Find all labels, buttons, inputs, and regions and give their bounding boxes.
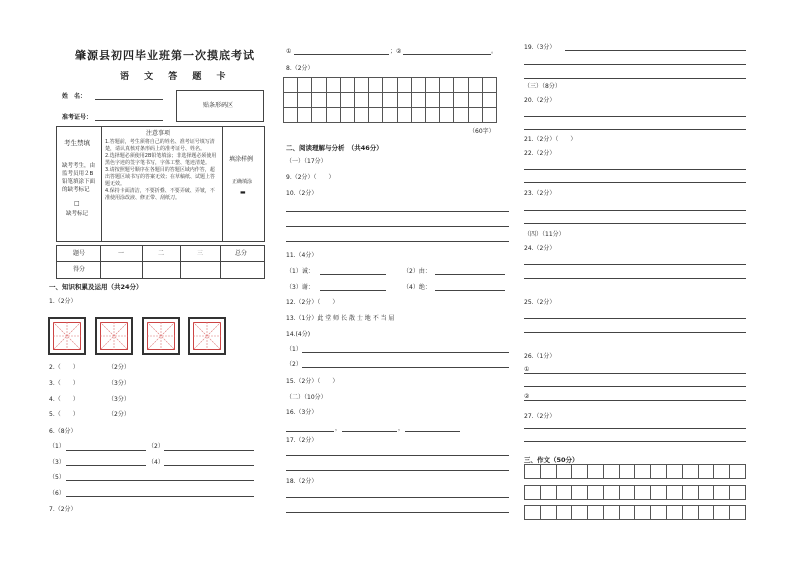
q19-line-3[interactable] bbox=[524, 78, 746, 79]
grid-cell[interactable] bbox=[454, 78, 468, 93]
part-4-label: （四）（11分） bbox=[524, 231, 565, 238]
grid-cell[interactable] bbox=[604, 465, 620, 479]
score-header-2: 二 bbox=[158, 250, 165, 257]
q5-label: 5.（ ） bbox=[49, 411, 79, 418]
q6-blank-2-label: （2） bbox=[148, 443, 164, 450]
q16-blank-2[interactable] bbox=[342, 431, 397, 432]
q1-label: 1.（2分） bbox=[49, 298, 77, 305]
grid-cell[interactable] bbox=[588, 465, 604, 479]
q7-blank-1-label: ① bbox=[286, 48, 292, 55]
q11-a3-blank[interactable] bbox=[320, 290, 386, 291]
q27-line-1[interactable] bbox=[524, 428, 746, 429]
grid-cell[interactable] bbox=[557, 506, 573, 520]
grid-cell[interactable] bbox=[730, 486, 746, 500]
grid-cell[interactable] bbox=[469, 93, 483, 108]
q17-label: 17.（2分） bbox=[286, 437, 318, 444]
absent-mark-label: 缺考标记 bbox=[66, 211, 89, 217]
q26-r2-label: ② bbox=[524, 393, 530, 400]
grid-cell[interactable] bbox=[525, 465, 541, 479]
exam-title: 肇源县初四毕业班第一次摸底考试 bbox=[75, 49, 255, 62]
q2-score: （2分） bbox=[108, 364, 130, 371]
q18-line-2[interactable] bbox=[286, 512, 509, 513]
notice-items: 1.答题前，考生须将自己的姓名、准考证号填写清楚，请认真核对条形码上的准考证号、姓名。 2.选择题必须使用2B铅笔填涂；非选择题必须使用黑色字迹的签字笔书写，字体工整、笔迹清楚。 3.请按照题号顺序在各题目的答题区域内作答，超出答题区域书写的答案无效；在草稿纸、试题上答题无效。 4.保持卡面清洁，不要折叠、不要弄破、弄皱，不准使用涂改液、修正带、刮纸刀。 bbox=[105, 139, 217, 201]
q14-s2-label: （2） bbox=[286, 361, 302, 368]
q20-label: 20.（2分） bbox=[524, 97, 556, 104]
q4-label: 4.（ ） bbox=[49, 396, 79, 403]
q8-writing-grid[interactable] bbox=[283, 77, 497, 123]
q8-label: 8.（2分） bbox=[286, 65, 314, 72]
part-1-label: （一）（17分） bbox=[286, 158, 327, 165]
q23-line-2[interactable] bbox=[524, 223, 746, 224]
q15-label: 15.（2分）（ ） bbox=[286, 378, 339, 385]
q6-blank-5[interactable] bbox=[66, 480, 254, 481]
q24-label: 24.（2分） bbox=[524, 245, 556, 252]
grid-cell[interactable] bbox=[667, 465, 683, 479]
section-1-title: 一、知识积累及运用（共24分） bbox=[49, 283, 143, 291]
grid-cell[interactable] bbox=[651, 465, 667, 479]
grid-cell[interactable] bbox=[426, 78, 440, 93]
grid-cell[interactable] bbox=[412, 108, 426, 123]
essay-grid-row-3[interactable] bbox=[524, 505, 746, 520]
score-row-label: 得分 bbox=[73, 266, 86, 273]
grid-cell[interactable] bbox=[426, 93, 440, 108]
q6-blank-4-label: （4） bbox=[148, 459, 164, 466]
q14-label: 14.(4分) bbox=[286, 331, 311, 338]
q7-blank-1[interactable] bbox=[294, 54, 389, 55]
q6-blank-3-label: （3） bbox=[49, 459, 65, 466]
grid-cell[interactable] bbox=[355, 78, 369, 93]
grid-cell[interactable] bbox=[635, 465, 651, 479]
grid-cell[interactable] bbox=[714, 465, 730, 479]
name-field[interactable] bbox=[95, 99, 163, 100]
essay-grid-row-1[interactable] bbox=[524, 464, 746, 479]
grid-cell[interactable] bbox=[667, 506, 683, 520]
q7-label: 7.（2分） bbox=[49, 506, 77, 513]
grid-cell[interactable] bbox=[699, 486, 715, 500]
q26-r1-label: ① bbox=[524, 366, 530, 373]
part-3-label: （三）（8分） bbox=[524, 83, 561, 90]
grid-cell[interactable] bbox=[327, 78, 341, 93]
q16-label: 16.（3分） bbox=[286, 409, 318, 416]
fill-example-label: 正确填涂 bbox=[232, 179, 253, 185]
q6-blank-6[interactable] bbox=[66, 496, 254, 497]
q6-label: 6.（8分） bbox=[49, 428, 77, 435]
q19-label: 19.（3分） bbox=[524, 44, 556, 51]
grid-cell[interactable] bbox=[369, 78, 383, 93]
exam-no-field[interactable] bbox=[95, 120, 163, 121]
notice-title: 注意事项 bbox=[146, 130, 171, 137]
q6-blank-3[interactable] bbox=[66, 465, 146, 466]
grid-cell[interactable] bbox=[284, 93, 298, 108]
name-label: 姓 名： bbox=[62, 93, 87, 100]
q13-label: 13.（1分）此 堂 师 长 散 士 地 不 当 屈 bbox=[286, 315, 395, 322]
q11-a4-blank[interactable] bbox=[435, 290, 505, 291]
grid-cell[interactable] bbox=[635, 486, 651, 500]
grid-cell[interactable] bbox=[440, 93, 454, 108]
q6-blank-4[interactable] bbox=[164, 465, 254, 466]
q25-label: 25.（2分） bbox=[524, 299, 556, 306]
q5-score: （2分） bbox=[108, 411, 130, 418]
q6-blank-1[interactable] bbox=[66, 450, 146, 451]
grid-cell[interactable] bbox=[635, 506, 651, 520]
grid-cell[interactable] bbox=[398, 78, 412, 93]
q3-score: （3分） bbox=[108, 380, 130, 387]
grid-cell[interactable] bbox=[383, 108, 397, 123]
grid-cell[interactable] bbox=[541, 506, 557, 520]
grid-cell[interactable] bbox=[651, 486, 667, 500]
char-box-2[interactable] bbox=[95, 317, 133, 355]
grid-cell[interactable] bbox=[298, 78, 312, 93]
grid-cell[interactable] bbox=[557, 486, 573, 500]
grid-cell[interactable] bbox=[454, 93, 468, 108]
q9-label: 9.（2分）（ ） bbox=[286, 174, 335, 181]
q23-label: 23.（2分） bbox=[524, 190, 556, 197]
grid-cell[interactable] bbox=[398, 93, 412, 108]
q27-label: 27.（2分） bbox=[524, 413, 556, 420]
grid-cell[interactable] bbox=[525, 506, 541, 520]
grid-cell[interactable] bbox=[412, 93, 426, 108]
q25-line-2[interactable] bbox=[524, 332, 746, 333]
q16-sep-1: ， bbox=[335, 425, 342, 432]
q11-label: 11.（4分） bbox=[286, 252, 318, 259]
grid-cell[interactable] bbox=[572, 486, 588, 500]
q26-line-3[interactable] bbox=[524, 400, 746, 401]
grid-cell[interactable] bbox=[469, 108, 483, 123]
grid-cell[interactable] bbox=[588, 506, 604, 520]
grid-cell[interactable] bbox=[398, 108, 412, 123]
grid-cell[interactable] bbox=[483, 93, 497, 108]
grid-cell[interactable] bbox=[588, 486, 604, 500]
char-box-4[interactable] bbox=[188, 317, 226, 355]
grid-cell[interactable] bbox=[525, 486, 541, 500]
grid-cell[interactable] bbox=[284, 108, 298, 123]
q16-sep-2: ， bbox=[398, 425, 405, 432]
grid-cell[interactable] bbox=[454, 108, 468, 123]
grid-cell[interactable] bbox=[355, 108, 369, 123]
score-header-3: 三 bbox=[197, 250, 204, 257]
grid-cell[interactable] bbox=[355, 93, 369, 108]
q2-label: 2.（ ） bbox=[49, 364, 79, 371]
q26-label: 26.（1分） bbox=[524, 353, 556, 360]
grid-cell[interactable] bbox=[440, 78, 454, 93]
q17-line-2[interactable] bbox=[286, 470, 509, 471]
q22-label: 22.（2分） bbox=[524, 150, 556, 157]
grid-cell[interactable] bbox=[341, 108, 355, 123]
grid-cell[interactable] bbox=[667, 486, 683, 500]
grid-cell[interactable] bbox=[440, 108, 454, 123]
q14-s1-line[interactable] bbox=[302, 352, 509, 353]
q11-a2-label: （2）由： bbox=[403, 268, 431, 275]
q3-label: 3.（ ） bbox=[49, 380, 79, 387]
q6-blank-1-label: （1） bbox=[49, 443, 65, 450]
exam-no-label: 准考证号： bbox=[62, 114, 93, 121]
grid-cell[interactable] bbox=[714, 506, 730, 520]
q11-a4-label: （4）绝： bbox=[403, 284, 431, 291]
q7-end: 。 bbox=[491, 48, 498, 55]
grid-cell[interactable] bbox=[714, 486, 730, 500]
q27-line-2[interactable] bbox=[524, 441, 746, 442]
notice-box bbox=[56, 126, 265, 242]
grid-cell[interactable] bbox=[327, 108, 341, 123]
section-3-title: 三、作文（50分） bbox=[524, 456, 579, 464]
grid-cell[interactable] bbox=[699, 465, 715, 479]
q20-line-2[interactable] bbox=[524, 129, 746, 130]
q16-blank-1[interactable] bbox=[286, 431, 334, 432]
q23-line-1[interactable] bbox=[524, 210, 746, 211]
grid-cell[interactable] bbox=[312, 78, 326, 93]
q21-label: 21.（2分）（ ） bbox=[524, 136, 577, 143]
grid-cell[interactable] bbox=[620, 465, 636, 479]
grid-cell[interactable] bbox=[298, 93, 312, 108]
q18-label: 18.（2分） bbox=[286, 478, 318, 485]
q11-a1-blank[interactable] bbox=[320, 274, 386, 275]
grid-cell[interactable] bbox=[541, 486, 557, 500]
grid-cell[interactable] bbox=[383, 93, 397, 108]
char-box-1[interactable] bbox=[48, 317, 86, 355]
grid-cell[interactable] bbox=[541, 465, 557, 479]
grid-cell[interactable] bbox=[412, 78, 426, 93]
char-box-3[interactable] bbox=[142, 317, 180, 355]
q19-line-1[interactable] bbox=[565, 50, 746, 51]
q24-line-1[interactable] bbox=[524, 264, 746, 265]
barcode-area bbox=[176, 90, 264, 122]
q10-line-3[interactable] bbox=[286, 241, 509, 242]
q20-line-1[interactable] bbox=[524, 116, 746, 117]
q18-line-1[interactable] bbox=[286, 497, 509, 498]
grid-cell[interactable] bbox=[426, 108, 440, 123]
score-header-no: 题号 bbox=[73, 250, 86, 257]
grid-cell[interactable] bbox=[341, 93, 355, 108]
q10-line-2[interactable] bbox=[286, 226, 509, 227]
grid-cell[interactable] bbox=[469, 78, 483, 93]
fill-example-title: 填涂样例 bbox=[229, 156, 254, 163]
grid-cell[interactable] bbox=[699, 506, 715, 520]
q6-blank-6-label: （6） bbox=[49, 490, 65, 497]
grid-cell[interactable] bbox=[572, 506, 588, 520]
q22-line-1[interactable] bbox=[524, 169, 746, 170]
grid-cell[interactable] bbox=[298, 108, 312, 123]
q11-a3-label: （3）谢： bbox=[286, 284, 314, 291]
q14-s2-line[interactable] bbox=[302, 367, 509, 368]
grid-cell[interactable] bbox=[341, 78, 355, 93]
score-header-total: 总分 bbox=[235, 250, 248, 257]
q12-label: 12.（2分）（ ） bbox=[286, 299, 339, 306]
q6-blank-2[interactable] bbox=[164, 450, 254, 451]
part-2-label: （二）（10分） bbox=[286, 394, 327, 401]
q24-line-2[interactable] bbox=[524, 278, 746, 279]
grid-cell[interactable] bbox=[327, 93, 341, 108]
q19-line-2[interactable] bbox=[524, 64, 746, 65]
score-table bbox=[56, 245, 265, 279]
grid-cell[interactable] bbox=[312, 108, 326, 123]
q22-line-2[interactable] bbox=[524, 182, 746, 183]
grid-cell[interactable] bbox=[604, 506, 620, 520]
q25-line-1[interactable] bbox=[524, 318, 746, 319]
grid-cell[interactable] bbox=[572, 465, 588, 479]
grid-cell[interactable] bbox=[557, 465, 573, 479]
card-subtitle: 语 文 答 题 卡 bbox=[120, 72, 232, 82]
grid-cell[interactable] bbox=[683, 506, 699, 520]
q10-label: 10.（2分） bbox=[286, 190, 318, 197]
q11-a1-label: （1）诚： bbox=[286, 268, 314, 275]
grid-cell[interactable] bbox=[683, 465, 699, 479]
absent-instruction: 缺考考生，由 监考员用２B 铅笔填涂下面 的缺考标记 bbox=[62, 163, 96, 193]
score-header-1: 一 bbox=[118, 250, 125, 257]
grid-cell[interactable] bbox=[284, 78, 298, 93]
grid-cell[interactable] bbox=[483, 78, 497, 93]
grid-cell[interactable] bbox=[683, 486, 699, 500]
grid-cell[interactable] bbox=[369, 93, 383, 108]
q10-line-1[interactable] bbox=[286, 211, 509, 212]
q4-score: （3分） bbox=[108, 396, 130, 403]
section-2-title: 二、阅读理解与分析 （共46分） bbox=[286, 144, 383, 152]
q8-word-count: （60字） bbox=[469, 128, 495, 135]
grid-cell[interactable] bbox=[483, 108, 497, 123]
absent-checkbox[interactable]: □ bbox=[74, 200, 80, 207]
fill-example-mark: ▬ bbox=[240, 189, 246, 196]
q26-line-2[interactable] bbox=[524, 386, 746, 387]
grid-cell[interactable] bbox=[620, 506, 636, 520]
q26-line-1[interactable] bbox=[524, 373, 746, 374]
q7-blank-2-label: ；② bbox=[390, 48, 402, 55]
essay-grid-row-2[interactable] bbox=[524, 485, 746, 500]
grid-cell[interactable] bbox=[369, 108, 383, 123]
grid-cell[interactable] bbox=[651, 506, 667, 520]
q17-line-1[interactable] bbox=[286, 455, 509, 456]
q16-blank-3[interactable] bbox=[405, 431, 460, 432]
forbidden-title: 考生禁填 bbox=[64, 139, 90, 147]
q6-blank-5-label: （5） bbox=[49, 474, 65, 481]
grid-cell[interactable] bbox=[730, 506, 746, 520]
grid-cell[interactable] bbox=[312, 93, 326, 108]
grid-cell[interactable] bbox=[383, 78, 397, 93]
q7-blank-2[interactable] bbox=[403, 54, 491, 55]
grid-cell[interactable] bbox=[604, 486, 620, 500]
q14-s1-label: （1） bbox=[286, 346, 302, 353]
barcode-label: 贴条形码区 bbox=[203, 102, 234, 109]
grid-cell[interactable] bbox=[730, 465, 746, 479]
q11-a2-blank[interactable] bbox=[435, 274, 505, 275]
grid-cell[interactable] bbox=[620, 486, 636, 500]
